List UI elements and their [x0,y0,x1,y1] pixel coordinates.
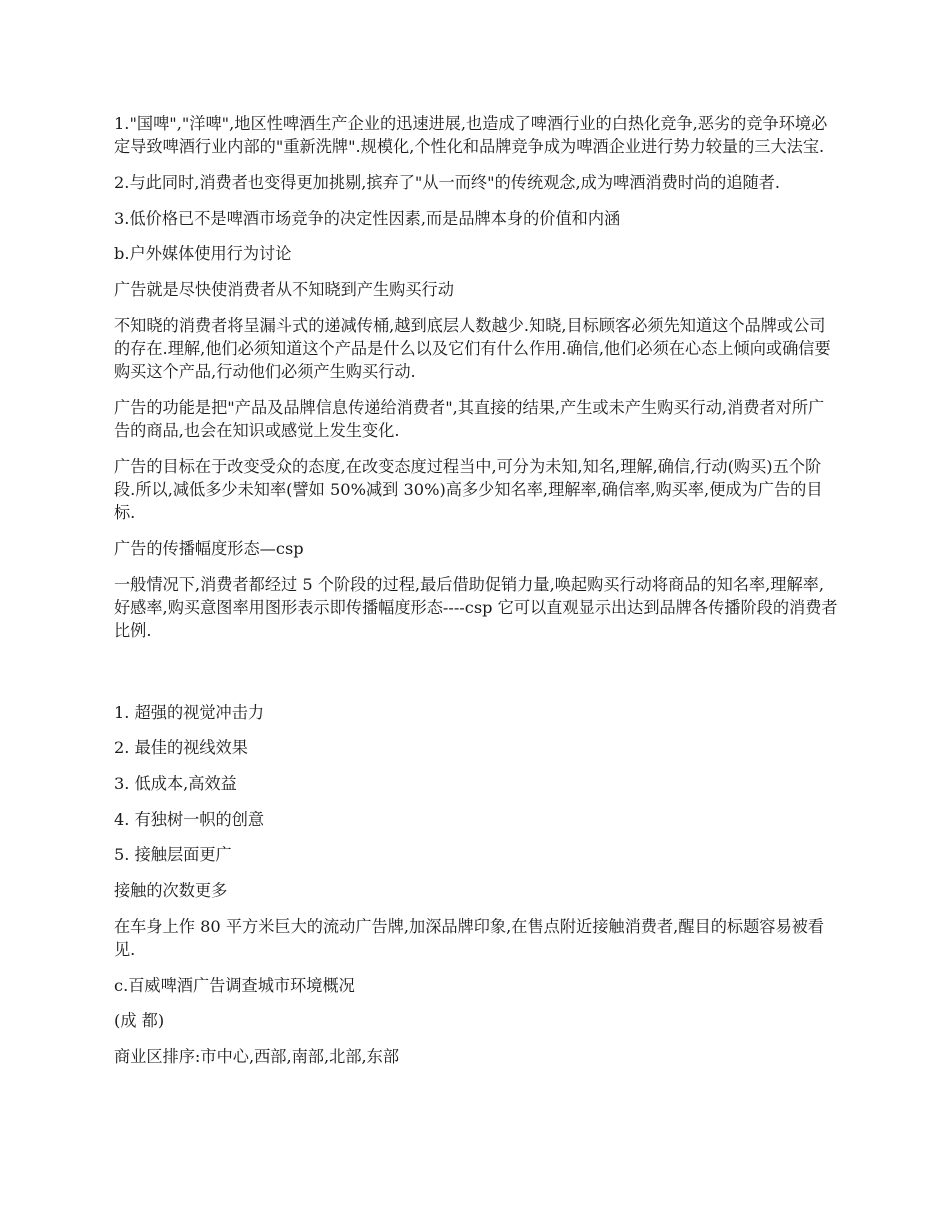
paragraph-industry-competition: 1."国啤","洋啤",地区性啤酒生产企业的迅速进展,也造成了啤酒行业的白热化竞争,恶劣的竞争环境必定导致啤酒行业内部的"重新洗牌".规模化,个性化和品牌竞争成为啤酒企业进行势力较量的三大法宝. [114,114,828,157]
section-heading-outdoor-media: b.户外媒体使用行为讨论 [114,244,292,264]
paragraph-low-price: 3.低价格已不是啤酒市场竞争的决定性因素,而是品牌本身的价值和内涵 [114,208,621,228]
paragraph-ad-goal: 广告的目标在于改变受众的态度,在改变态度过程当中,可分为未知,知名,理解,确信,行动(购买)五个阶段.所以,减低多少未知率(譬如 50%减到 30%)高多少知名率,理解率,确信率,购买率,便成为广告的目标. [114,456,823,523]
blank-gap [114,655,838,701]
section-heading-budweiser-survey: c.百威啤酒广告调查城市环境概况 [114,975,355,995]
list-item-more-contacts: 接触的次数更多 [114,881,228,901]
city-label-chengdu: (成 都) [114,1011,165,1031]
paragraph-funnel: 不知晓的消费者将呈漏斗式的递减传桶,越到底层人数越少.知晓,目标顾客必须先知道这个品牌或公司的存在.理解,他们必须知道这个产品是什么以及它们有什么作用.确信,他们必须在心态上倾向或确信要购买这个产品,行动他们必须产生购买行动. [114,315,831,382]
paragraph-business-district-ranking: 商业区排序:市中心,西部,南部,北部,东部 [114,1047,400,1067]
document-body [114,112,838,1081]
list-item-wider-reach: 5. 接触层面更广 [114,845,232,865]
section-heading-csp: 广告的传播幅度形态—csp [114,538,304,558]
paragraph-bus-billboard: 在车身上作 80 平方米巨大的流动广告牌,加深品牌印象,在售点附近接触消费者,醒目的标题容易被看见. [114,916,825,960]
paragraph-ad-function: 广告的功能是把"产品及品牌信息传递给消费者",其直接的结果,产生或未产生购买行动,消费者对所广告的商品,也会在知识或感觉上发生变化. [114,397,825,441]
paragraph-csp-description: 一般情况下,消费者都经过 5 个阶段的过程,最后借助促销力量,唤起购买行动将商品的知名率,理解率,好感率,购买意图率用图形表示即传播幅度形态----csp 它可以直观显示出达到品牌各传播阶段的消费者比例. [114,574,838,640]
list-item-visual-impact: 1. 超强的视觉冲击力 [114,702,265,722]
list-item-visual-effect: 2. 最佳的视线效果 [114,738,248,758]
paragraph-consumer-picky: 2.与此同时,消费者也变得更加挑剔,摈弃了"从一而终"的传统观念,成为啤酒消费时尚的追随者. [114,172,781,192]
list-item-creativity: 4. 有独树一帜的创意 [114,809,265,829]
list-item-low-cost: 3. 低成本,高效益 [114,774,237,794]
paragraph-ad-purpose: 广告就是尽快使消费者从不知晓到产生购买行动 [114,280,454,300]
